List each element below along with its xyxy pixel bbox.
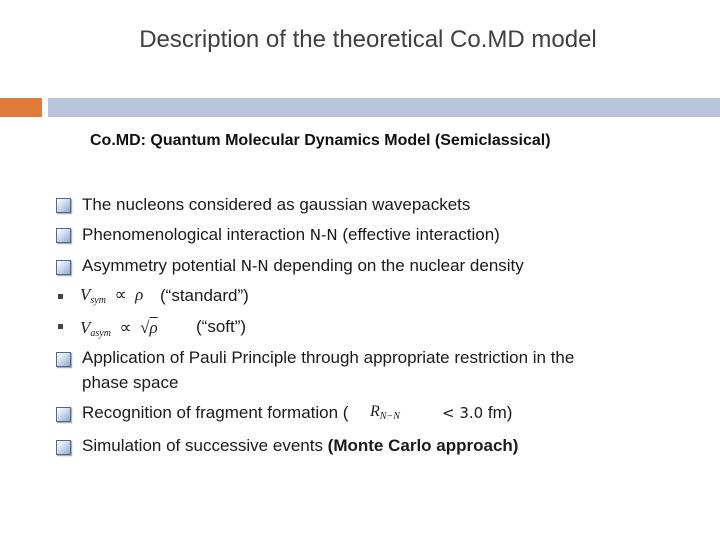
bullet-pauli-line2: phase space: [82, 373, 179, 392]
bullet-asymmetry: Asymmetry potential N-N depending on the nuclear density: [82, 256, 524, 275]
bullet-interaction: Phenomenological interaction N-N (effective interaction): [82, 225, 500, 244]
header-accent-orange: [0, 98, 42, 117]
checkbox-bullet-icon: [56, 407, 71, 422]
checkbox-bullet-icon: [56, 440, 71, 455]
formula-vsym: $V_{sym} \propto \rho$: [80, 285, 144, 306]
square-bullet-icon: [58, 324, 63, 329]
checkbox-bullet-icon: [56, 260, 71, 275]
checkbox-bullet-icon: [56, 228, 71, 243]
bullet-pauli-line1: Application of Pauli Principle through appropriate restriction in the: [82, 348, 575, 367]
formula-rnn: $R_{N-N}$: [370, 403, 400, 422]
header-accent-blue: [48, 98, 720, 117]
bullet-monte-carlo: Simulation of successive events (Monte Carlo approach): [82, 436, 519, 455]
slide-title: Description of the theoretical Co.MD model: [139, 26, 597, 53]
checkbox-bullet-icon: [56, 352, 71, 367]
label-standard: (“standard”): [160, 286, 249, 305]
fragment-distance: < 3.0 fm): [442, 403, 513, 422]
square-bullet-icon: [58, 294, 63, 299]
slide-subtitle: Co.MD: Quantum Molecular Dynamics Model (Semiclassical): [90, 132, 551, 149]
label-soft: (“soft”): [196, 317, 247, 336]
bullet-fragment: Recognition of fragment formation (: [82, 403, 349, 422]
checkbox-bullet-icon: [56, 198, 71, 213]
bullet-wavepackets: The nucleons considered as gaussian wavepackets: [82, 195, 471, 214]
formula-vasym: $V_{asym} \propto √\rho$: [80, 318, 158, 339]
